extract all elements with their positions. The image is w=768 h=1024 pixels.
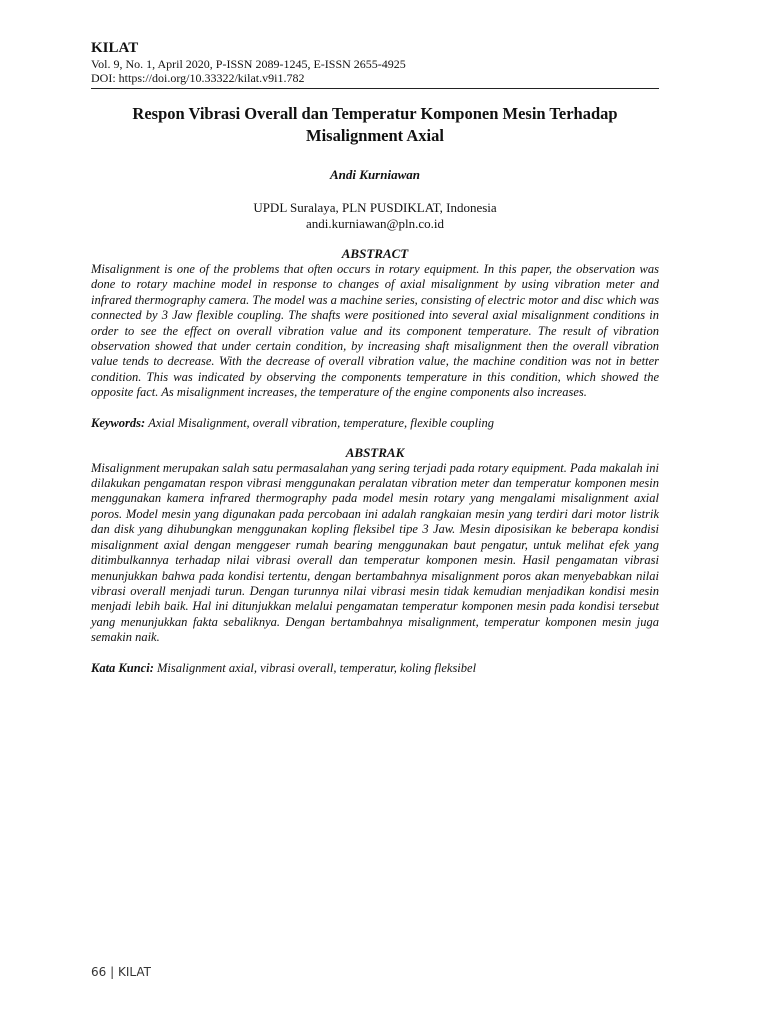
- header-rule: [91, 88, 659, 89]
- title-line-1: Respon Vibrasi Overall dan Temperatur Komponen Mesin Terhadap: [132, 104, 618, 123]
- paper-page: [91, 40, 659, 676]
- article-title: [91, 103, 659, 147]
- affiliation-block: [91, 200, 659, 232]
- keywords-label: Keywords:: [91, 415, 146, 430]
- doi-line: DOI: https://doi.org/10.33322/kilat.v9i1.782: [91, 71, 305, 85]
- keywords-values: Axial Misalignment, overall vibration, temperature, flexible coupling: [148, 415, 494, 430]
- title-line-2: Misalignment Axial: [306, 126, 444, 145]
- affiliation: UPDL Suralaya, PLN PUSDIKLAT, Indonesia: [253, 200, 497, 215]
- kata-kunci-line: [91, 661, 659, 676]
- volume-line: Vol. 9, No. 1, April 2020, P-ISSN 2089-1245, E-ISSN 2655-4925: [91, 57, 406, 71]
- journal-name: KILAT: [91, 40, 139, 56]
- author-email: andi.kurniawan@pln.co.id: [306, 216, 444, 231]
- abstract-text: Misalignment is one of the problems that often occurs in rotary equipment. In this paper, the observation was done to rotary machine model in response to changes of axial misalignment by using vibration meter and infrared thermography camera. The model was a machine series, consisting of electric motor and disc which was connected by 3 Jaw flexible coupling. The shafts were positioned into several axial misalignment conditions in order to see the effect on overall vibration value and its component temperature. The result of vibration observation showed that under certain condition, by increasing shaft misalignment then the overall vibration value tends to decrease. With the decrease of overall vibration value, the machine condition was not in better condition. This was indicated by observing the components temperature in this condition, which showed the opposite fact. As misalignment increases, the temperature of the engine components also increases.: [91, 262, 659, 400]
- page-footer: [91, 965, 151, 979]
- author-name: Andi Kurniawan: [330, 167, 420, 182]
- footer-journal: KILAT: [117, 965, 151, 979]
- keywords-line: [91, 416, 659, 431]
- page-number: 66: [91, 965, 107, 979]
- footer-separator: |: [110, 965, 115, 979]
- kata-kunci-label: Kata Kunci:: [91, 660, 154, 675]
- kata-kunci-values: Misalignment axial, vibrasi overall, temperatur, koling fleksibel: [157, 660, 477, 675]
- abstrak-heading: ABSTRAK: [345, 444, 405, 460]
- abstract-heading: ABSTRACT: [341, 246, 409, 261]
- abstrak-text: Misalignment merupakan salah satu permasalahan yang sering terjadi pada rotary equipment. Pada makalah ini dilakukan pengamatan respon vibrasi menggunakan peralatan vibration meter dan temperatur komponen mesin menggunakan kamera infrared thermography pada model mesin rotary yang mengalami misalignment axial poros. Model mesin yang digunakan pada percobaan ini adalah rangkaian mesin yang terdiri dari motor listrik dan disk yang dihubungkan menggunakan kopling fleksibel tipe 3 Jaw. Mesin diposisikan ke beberapa kondisi misalignment axial dengan menggeser rumah bearing menggunakan baut pengatur, untuk melihat efek yang ditimbulkannya terhadap nilai vibrasi overall dan temperatur komponen mesin. Hasil pengamatan vibrasi menunjukkan bahwa pada kondisi tertentu, dengan bertambahnya misalignment poros akan menyebabkan nilai vibrasi overall menjadi turun. Dengan turunnya nilai vibrasi mesin tidak kemudian menjadikan kondisi mesin menjadi lebih baik. Hal ini ditunjukkan melalui pengamatan temperatur komponen mesin pada kondisi tersebut yang menunjukkan fakta sebaliknya. Dengan bertambahnya misalignment, temperatur komponen mesin juga semakin naik.: [91, 460, 659, 645]
